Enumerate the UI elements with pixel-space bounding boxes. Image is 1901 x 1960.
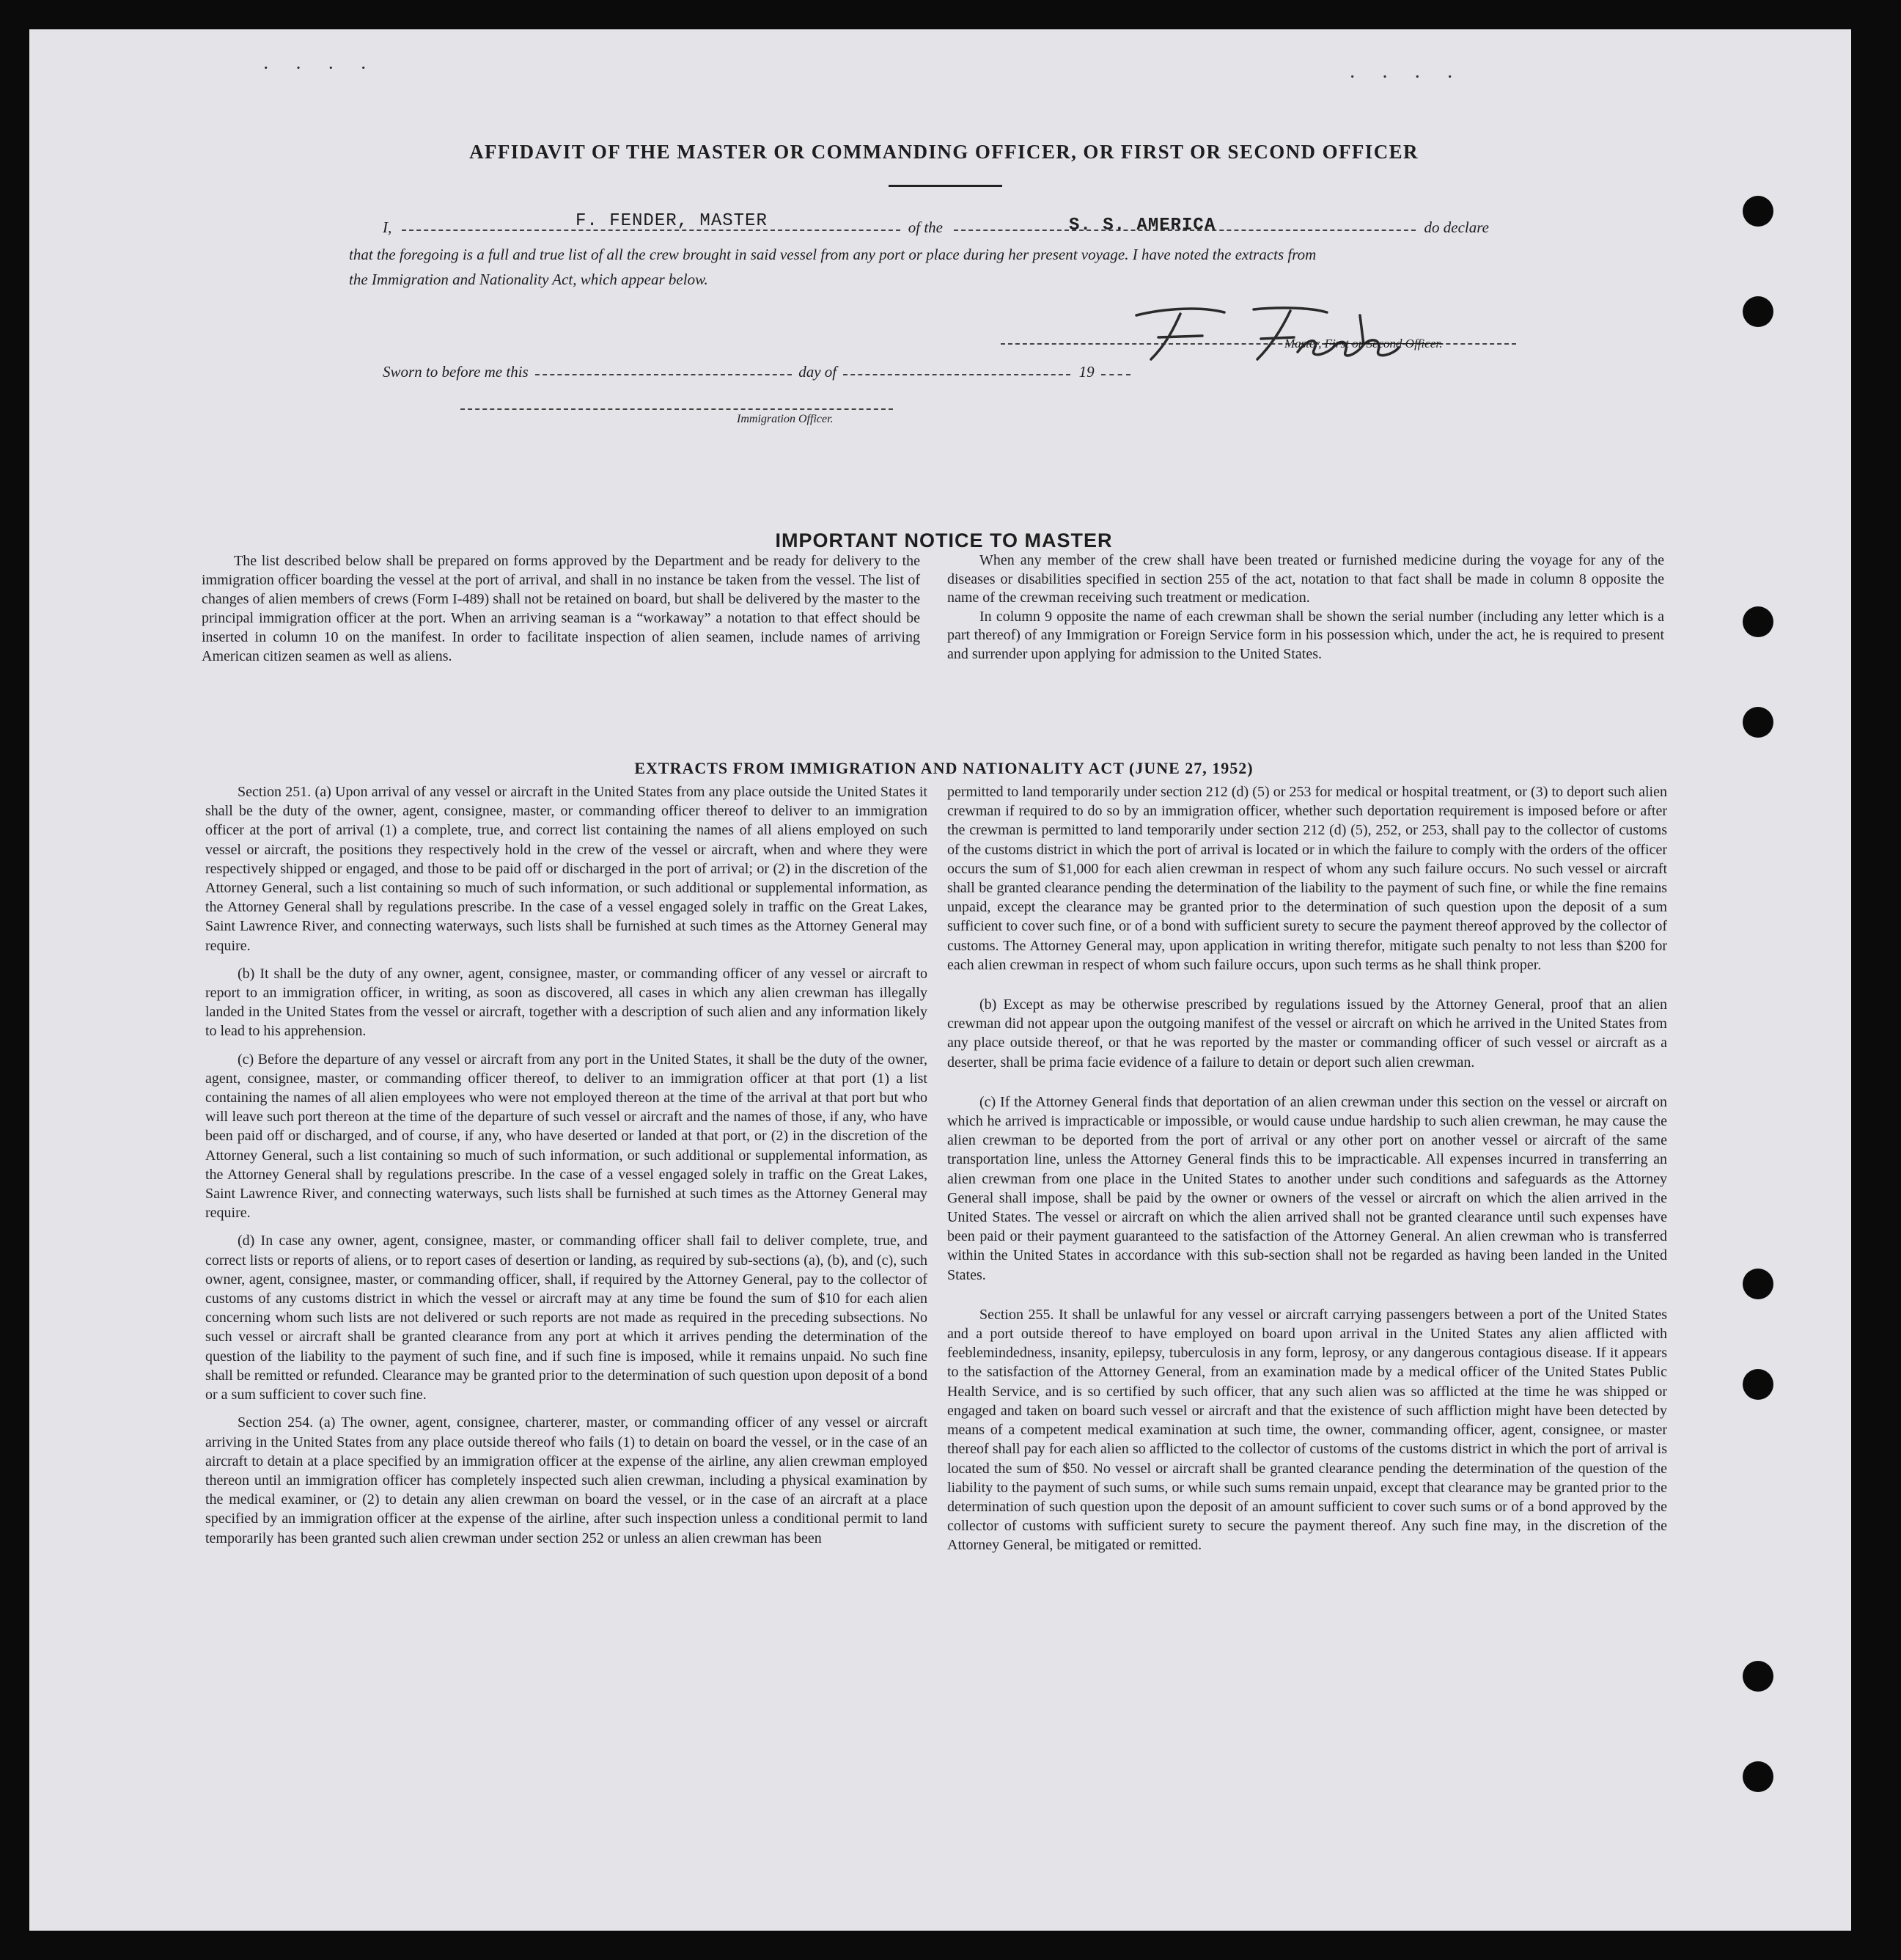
corner-specks-left: · · · ·	[262, 57, 378, 80]
declaration-text-line3: the Immigration and Nationality Act, which appear below.	[349, 271, 708, 288]
notice-right-column	[947, 551, 1664, 673]
binder-hole	[1743, 196, 1773, 227]
notice-right-paragraph-1: When any member of the crew shall have been treated or furnished medicine during the voyage for any of the diseases or disabilities specified in section 255 of the act, notation to that fact shall be made in column 8 opposite the name of the crewman receiving such treatment or medication.	[947, 552, 1664, 606]
sworn-line	[383, 363, 1130, 381]
section-251-c: (c) Before the departure of any vessel or aircraft from any port in the United States, it shall be the duty of the owner, agent, consignee, master, or commanding officer thereof, to deliver to an immigration officer at that port (1) a list containing the names of all alien employees who were not employed thereon at the time of the arrival at that port but who will leave such port thereon at the time of the departure of such vessel or aircraft and the names of those, if any, who have been paid off or discharged, and of course, if any, who have deserted or landed at that port, or (2) in the discretion of the Attorney General, such a list containing so much of such information, or such additional or supplemental information, as the Attorney General shall by regulations prescribe. In the case of a vessel engaged solely in traffic on the Great Lakes, Saint Lawrence River, and connecting waterways, such lists shall be furnished at such times as the Attorney General may require.	[205, 1051, 927, 1222]
declaration-text-line2: that the foregoing is a full and true list of all the crew brought in said vessel from any port or place during her present voyage. I have noted the extracts from	[349, 246, 1317, 263]
section-255: Section 255. It shall be unlawful for any vessel or aircraft carrying passengers between a port of the United States and a port outside thereof to have employed on board upon arrival in the United States any alien afflicted with feeblemindedness, insanity, epilepsy, tuberculosis in any form, leprosy, or any dangerous contagious disease. If it appears to the satisfaction of the Attorney General, from an examination made by a medical officer of the United States Public Health Service, and is so certified by such officer, that any such alien was so afflicted at the time he was shipped or engaged and taken on board such vessel or aircraft and that the existence of such affliction might have been detected by means of a competent medical examination at such time, the owner, commanding officer, agent, consignee, or master thereof shall pay for each alien so afflicted to the collector of customs of the customs district in which the port of arrival is located the sum of $50. No vessel or aircraft shall be granted clearance pending the determination of the question of the liability to the payment of such sums, or while such sums remain unpaid, except that clearance may be granted prior to the determination of such question upon the deposit of an amount sufficient to cover such sums or of a bond approved by the collector of customs with sufficient surety to secure the payment thereof. Any such fine may, in the discretion of the Attorney General, be mitigated or remitted.	[947, 1306, 1667, 1554]
day-of-label: day of	[798, 363, 837, 381]
handwritten-signature	[1122, 293, 1400, 374]
signer-title	[1284, 337, 1442, 351]
title-rule	[889, 185, 1002, 187]
section-254-a-continued: permitted to land temporarily under section 212 (d) (5) or 253 for medical or hospital treatment, or (3) to deport such alien crewman if required to do so by an immigration officer, whether such deportation requirement is imposed before or after the crewman is permitted to land temporarily under section 212 (d) (5), 252, or 253, shall pay to the collector of customs of the customs district in which the port of arrival is located or in which the failure to comply with the orders of the officer occurs the sum of $1,000 for each alien crewman in respect of whom any such failure occurs. No such vessel or aircraft shall be granted clearance pending the determination of the liability to the payment of such fine, or while the fine remains unpaid, except the clearance may be granted prior to the determination of such question upon the deposit of a sum sufficient to cover such fine, or of a bond with sufficient surety to secure the payment thereof approved by the collector of customs. The Attorney General may, upon application in writing therefor, mitigate such penalty to not less than $200 for each alien crewman in respect of whom such failure occurs, upon such terms as he shall think proper.	[947, 784, 1667, 973]
immigration-officer-label: Immigration Officer.	[737, 413, 834, 425]
binder-hole	[1743, 1369, 1773, 1400]
section-251-a: Section 251. (a) Upon arrival of any vessel or aircraft in the United States from any place outside the United States it shall be the duty of the owner, agent, consignee, master, or commanding officer thereof to deliver to an immigration officer at the port of arrival (1) a complete, true, and correct list containing the names of all aliens employed on such vessel or aircraft, the positions they respectively hold in the crew of the vessel or aircraft, when and where they were respectively shipped or engaged, and those to be paid off or discharged in the port of arrival; or (2) in the discretion of the Attorney General, such a list containing so much of such information, or such additional or supplemental information, as the Attorney General shall by regulations prescribe. In the case of a vessel engaged solely in traffic on the Great Lakes, Saint Lawrence River, and connecting waterways, such lists shall be furnished at such times as the Attorney General may require.	[205, 784, 927, 954]
section-251-b: (b) It shall be the duty of any owner, agent, consignee, master, or commanding officer of any vessel or aircraft to report to an immigration officer, in writing, as soon as discovered, all cases in which any alien crewman has illegally landed in the United States from the vessel or aircraft, together with a description of such alien and any information likely to lead to his apprehension.	[205, 965, 927, 1040]
extracts-title: EXTRACTS FROM IMMIGRATION AND NATIONALITY ACT (JUNE 27, 1952)	[634, 759, 1254, 777]
struck-officer-label: First or Second Officer.	[1324, 337, 1443, 350]
notice-left-paragraph: The list described below shall be prepared on forms approved by the Department and be ready for delivery to the immigration officer boarding the vessel at the port of arrival, and shall in no instance be taken from the vessel. The list of changes of alien members of crews (Form I-489) shall not be retained on board, but shall be delivered by the master to the principal immigration officer at the port. When an arriving seaman is a “workaway” a notation to that effect should be inserted in column 10 on the manifest. In order to facilitate inspection of alien seamen, include names of arriving American citizen seamen as well as aliens.	[202, 553, 920, 664]
document-page	[29, 29, 1851, 1931]
extracts-right-column	[947, 782, 1667, 1564]
notice-left-column	[202, 551, 920, 675]
binder-hole	[1743, 1761, 1773, 1792]
year-prefix: 19	[1078, 363, 1095, 381]
do-declare-label: do declare	[1424, 219, 1489, 236]
binder-hole	[1743, 606, 1773, 637]
binder-hole	[1743, 296, 1773, 327]
sworn-day-blank[interactable]	[535, 373, 792, 375]
binder-hole	[1743, 1661, 1773, 1692]
typed-vessel-name: S. S. AMERICA	[1069, 216, 1216, 235]
declaration-text	[349, 242, 1522, 292]
sworn-year-blank[interactable]	[1101, 373, 1130, 375]
of-the-label: of the	[908, 219, 943, 236]
section-254-a: Section 254. (a) The owner, agent, consignee, charterer, master, or commanding officer of any vessel or aircraft arriving in the United States from any place outside thereof who fails (1) to detain on board the vessel, or in the case of an aircraft to detain at a place specified by an immigration officer at the expense of the airline, any alien crewman employed thereon until an immigration officer has completely inspected such alien crewman, including a physical examination by the medical examiner, or (2) to detain any alien crewman on board the vessel, or in the case of an aircraft at a place specified by an immigration officer at the expense of the airline, after such inspection unless a conditional permit to land temporarily has been granted such alien crewman under section 252 or unless an alien crewman has been	[205, 1414, 927, 1546]
binder-hole	[1743, 1269, 1773, 1299]
sworn-month-blank[interactable]	[843, 373, 1070, 375]
binder-hole	[1743, 707, 1773, 738]
section-254-c: (c) If the Attorney General finds that deportation of an alien crewman under this section on the vessel or aircraft on which he arrived is impracticable or impossible, or would cause undue hardship to such alien crewman, he may cause the alien crewman to be deported from the port of arrival or any other port on another vessel or aircraft of the same transportation line, unless the Attorney General finds this to be impracticable. All expenses incurred in transferring an alien crewman from one place in the United States to another under such conditions and safeguards as the Attorney General shall impose, shall be paid by the owner or owners of the vessel or aircraft on which the alien arrived in the United States. The vessel or aircraft on which the alien arrived shall not be granted clearance until such expenses have been paid or their payment guaranteed to the satisfaction of the Attorney General. An alien crewman who is transferred within the United States in accordance with this sub-section shall not be regarded as having been landed in the United States.	[947, 1093, 1667, 1283]
notice-title: IMPORTANT NOTICE TO MASTER	[775, 529, 1113, 551]
master-label: Master,	[1284, 337, 1322, 350]
typed-master-name: F. FENDER, MASTER	[576, 211, 768, 231]
section-251-d: (d) In case any owner, agent, consignee, master, or commanding officer shall fail to deliver complete, true, and correct lists or reports of aliens, or to report cases of desertion or landing, as required by sub-sections (a), (b), and (c), such owner, agent, consignee, master, or commanding officer, shall, if required by the Attorney General, pay to the collector of customs of any customs district in which the vessel or aircraft may at any time be found the sum of $10 for each alien concerning whom such lists are not delivered or such reports are not made as required in the preceding subsections. No such vessel or aircraft shall be granted clearance from any port at which it arrives pending the determination of the question of the liability to the payment of such fine, and if such fine is imposed, while it remains unpaid. No such fine shall be remitted or refunded. Clearance may be granted prior to the determination of such question upon deposit of a bond or a sum sufficient to cover such fine.	[205, 1233, 927, 1403]
officer-signature-line[interactable]	[460, 408, 893, 410]
corner-specks-right: · · · ·	[1349, 66, 1464, 89]
declaration-line	[383, 219, 1489, 237]
affidavit-title: AFFIDAVIT OF THE MASTER OR COMMANDING OFFICER, OR FIRST OR SECOND OFFICER	[469, 141, 1419, 163]
i-label: I,	[383, 219, 392, 236]
notice-right-paragraph-2: In column 9 opposite the name of each crewman shall be shown the serial number (including any letter which is a part thereof) of any Immigration or Foreign Service form in his possession which, under the act, he is required to present and surrender upon applying for admission to the United States.	[947, 608, 1664, 662]
section-254-b: (b) Except as may be otherwise prescribed by regulations issued by the Attorney General, proof that an alien crewman did not appear upon the outgoing manifest of the vessel or aircraft on which he arrived in the United States from any place outside thereof, or that he was reported by the master or commanding officer of such vessel or aircraft as a deserter, shall be prima facie evidence of a failure to detain or deport such alien crewman.	[947, 996, 1667, 1071]
extracts-left-column	[205, 782, 927, 1557]
sworn-label: Sworn to before me this	[383, 363, 529, 381]
